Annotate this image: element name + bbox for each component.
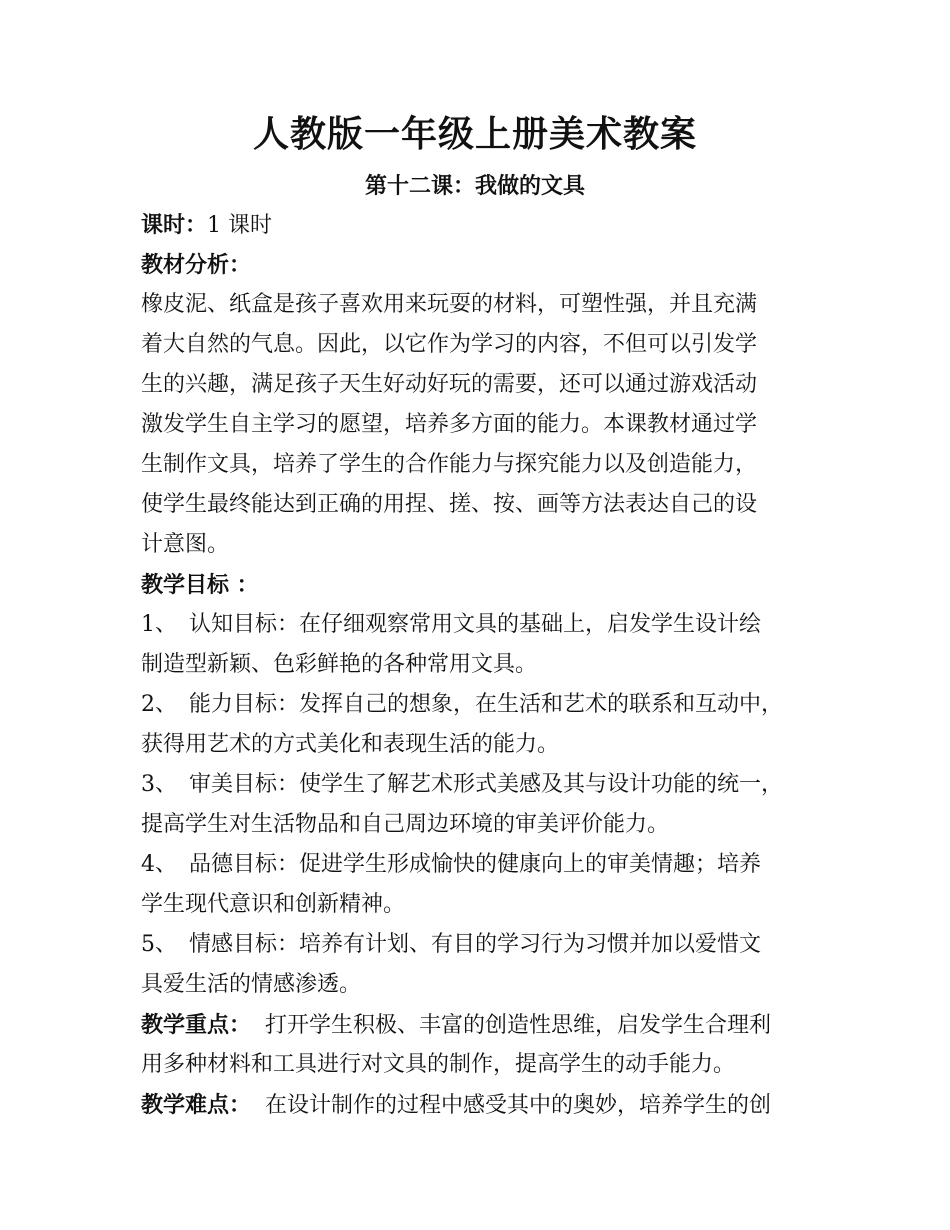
key-points-line (141, 1005, 831, 1045)
analysis-heading: 教材分析： (141, 252, 252, 278)
key-points-label: 教学重点： (141, 1012, 252, 1038)
document-title: 人教版一年级上册美术教案 (252, 113, 697, 155)
goal-text: 认知目标：在仔细观察常用文具的基础上，启发学生设计绘 (189, 612, 762, 637)
analysis-paragraph-line: 使学生最终能达到正确的用捏、搓、按、画等方法表达自己的设 (141, 492, 758, 517)
difficulties-label: 教学难点： (141, 1092, 252, 1118)
goal-number: 3、 (141, 772, 177, 797)
goal-item-continuation: 具爱生活的情感渗透。 (141, 972, 362, 997)
key-points-continuation: 用多种材料和工具进行对文具的制作，提高学生的动手能力。 (141, 1052, 736, 1077)
document-body (141, 205, 831, 1125)
goal-item-continuation: 获得用艺术的方式美化和表现生活的能力。 (141, 732, 560, 757)
hours-value: 1 课时 (207, 213, 273, 238)
analysis-paragraph-line: 生制作文具，培养了学生的合作能力与探究能力以及创造能力， (141, 452, 758, 477)
analysis-paragraph-line: 橡皮泥、纸盒是孩子喜欢用来玩耍的材料，可塑性强，并且充满 (141, 292, 758, 317)
goal-text: 审美目标：使学生了解艺术形式美感及其与设计功能的统一， (189, 772, 784, 797)
goal-item-line (141, 685, 831, 725)
goal-text: 情感目标：培养有计划、有目的学习行为习惯并加以爱惜文 (189, 932, 762, 957)
difficulties-text: 在设计制作的过程中感受其中的奥妙，培养学生的创 (265, 1093, 772, 1118)
goals-heading: 教学目标 ： (141, 572, 259, 598)
goal-item-line (141, 605, 831, 645)
difficulties-line (141, 1085, 831, 1125)
goal-number: 4、 (141, 852, 177, 877)
lesson-subtitle: 第十二课：我做的文具 (364, 173, 585, 199)
hours-line (141, 205, 831, 245)
goal-number: 5、 (141, 932, 177, 957)
goal-text: 品德目标：促进学生形成愉快的健康向上的审美情趣；培养 (189, 852, 762, 877)
goal-item-line (141, 925, 831, 965)
hours-label: 课时： (141, 212, 208, 238)
goal-item-continuation: 学生现代意识和创新精神。 (141, 892, 406, 917)
analysis-paragraph-line: 激发学生自主学习的愿望，培养多方面的能力。本课教材通过学 (141, 412, 758, 437)
goal-item-line (141, 845, 831, 885)
analysis-paragraph-line: 生的兴趣，满足孩子天生好动好玩的需要，还可以通过游戏活动 (141, 372, 758, 397)
goal-item-line (141, 765, 831, 805)
goal-number: 2、 (141, 692, 177, 717)
goal-item-continuation: 制造型新颖、色彩鲜艳的各种常用文具。 (141, 652, 538, 677)
goal-item-continuation: 提高学生对生活物品和自己周边环境的审美评价能力。 (141, 812, 670, 837)
key-points-text: 打开学生积极、丰富的创造性思维，启发学生合理利 (265, 1013, 772, 1038)
analysis-paragraph-line: 计意图。 (141, 532, 230, 557)
analysis-paragraph-line: 着大自然的气息。因此，以它作为学习的内容，不但可以引发学 (141, 332, 758, 357)
goal-number: 1、 (141, 612, 177, 637)
goal-text: 能力目标：发挥自己的想象，在生活和艺术的联系和互动中， (189, 692, 784, 717)
